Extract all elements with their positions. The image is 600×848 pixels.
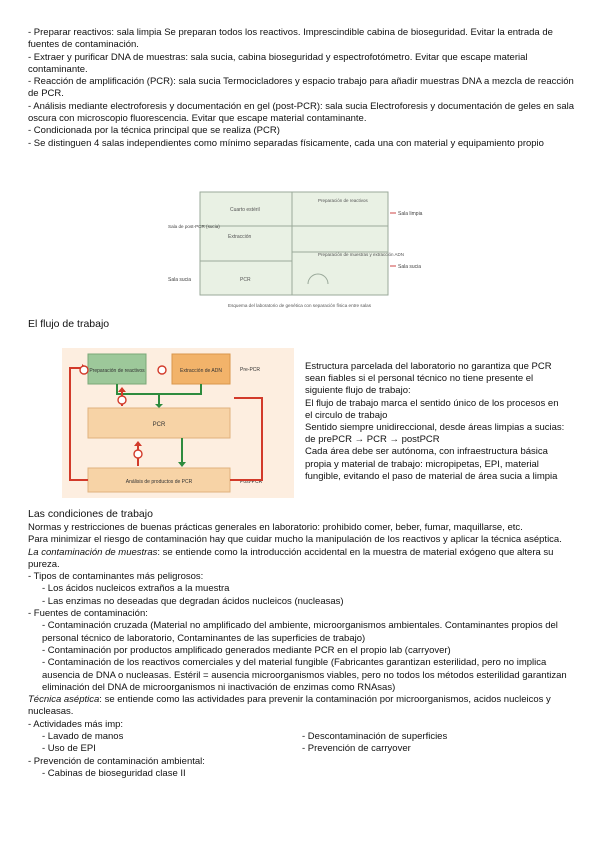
list-title: - Prevención de contaminación ambiental: [28, 755, 205, 767]
flow-paragraph: Sentido siempre unidireccional, desde áreas limpias a sucias: de prePCR → PCR → postPCR [305, 422, 565, 446]
intro-list [28, 27, 576, 150]
post-pcr-label: Post-PCR [240, 479, 263, 485]
flow-paragraph: El flujo de trabajo marca el sentido único de los procesos en el circulo de trabajo [305, 397, 559, 421]
activities-columns [28, 731, 576, 756]
room-label: Preparación de muestras y extracción ADN [318, 252, 405, 257]
section-heading-flujo: El flujo de trabajo [28, 318, 110, 330]
lab-floor-plan [168, 188, 458, 312]
workflow-diagram [62, 348, 294, 498]
definition-aseptica: Técnica aséptica: se entiende como las actividades para prevenir la contaminación por microorganismos, acidos nucleicos y nucleasas. [28, 694, 551, 718]
box-analisis-label: Análisis de productos de PCR [125, 479, 193, 485]
paragraph: Normas y restricciones de buenas prácticas generales en laboratorio: prohibido comer, beber, fumar, maquillarse, etc. [28, 522, 523, 533]
room-label: Extracción [228, 234, 252, 240]
side-label: Sala limpia [398, 211, 423, 217]
list-item: - Prevención de carryover [302, 743, 411, 755]
pre-pcr-label: Pre-PCR [240, 367, 261, 373]
list-item: - Contaminación por productos amplificado generados mediante PCR en el propio lab (carryover) [42, 644, 451, 656]
list-title: - Fuentes de contaminación: [28, 608, 148, 620]
list-item: - Reacción de amplificación (PCR): sala sucia Termocicladores y espacio trabajo para añadir muestras DNA a mezcla de reacción de PCR. [28, 76, 574, 100]
definition-contaminacion: La contaminación de muestras: se entiende como la introducción accidental en la muestra de material exógeno que altera su pureza. [28, 546, 554, 570]
paragraph: Para minimizar el riesgo de contaminación hay que cuidar mucho la manipulación de los reactivos y aplicar la técnica aséptica. [28, 534, 562, 546]
list-item: - Contaminación cruzada (Material no amplificado del ambiente, microorganismos ambientales. Contaminantes propios del personal técnico de laboratorio, Contaminantes de las superficies de trabajo) [42, 620, 558, 644]
list-item: - Contaminación de los reactivos comerciales y del material fungible (Fabricantes garantizan esterilidad, pero no implica ausencia de DNA o nucleasas. Estéril = ausencia microorganismos viables, pero no todos los métodos esterilidad garantizan eliminación del DNA de microorganismos ni inactivación de enzimas como RNAsas) [42, 657, 567, 693]
list-item: - Análisis mediante electroforesis y documentación en gel (post-PCR): sala sucia Electroforesis y documentación de geles en sala oscura con microscopio fluorescencia. Evitar que escape material contaminante. [28, 100, 574, 125]
list-item: - Descontaminación de superficies [302, 731, 448, 743]
flow-paragraph: Estructura parcelada del laboratorio no garantiza que PCR sean fiables si el personal técnico no tiene presente el siguiente flujo de trabajo: [305, 361, 552, 397]
box-pcr-label: PCR [152, 422, 166, 428]
room-label: Cuarto estéril [230, 207, 260, 213]
room-label: PCR [240, 277, 251, 283]
flow-paragraph: Cada área debe ser autónoma, con infraestructura básica propia y material de trabajo: micropipetas, EPI, material fungible, evitando el paso de material de área sucia a limpia [305, 446, 558, 482]
list-item: - Los ácidos nucleicos extraños a la muestra [42, 583, 230, 595]
flow-text [305, 361, 567, 483]
box-adn-label: Extracción de ADN [180, 368, 222, 374]
figure-caption: Esquema del laboratorio de genética con separación física entre salas [228, 303, 372, 308]
list-item: - Condicionada por la técnica principal que se realiza (PCR) [28, 125, 280, 137]
list-item: - Las enzimas no deseadas que degradan ácidos nucleicos (nucleasas) [42, 595, 344, 607]
section-heading-condiciones: Las condiciones de trabajo [28, 508, 153, 520]
list-item: - Uso de EPI [42, 743, 96, 755]
list-item: - Lavado de manos [42, 731, 124, 743]
side-label: Sala sucia [168, 277, 192, 283]
room-label: Preparación de reactivos [318, 198, 368, 203]
list-item: - Se distinguen 4 salas independientes como mínimo separadas físicamente, cada una con material y equipamiento propio [28, 137, 544, 149]
conditions-body [28, 522, 576, 780]
list-item: - Extraer y purificar DNA de muestras: sala sucia, cabina bioseguridad y espectrofotómetro. Evitar que escape material contaminante. [28, 51, 528, 75]
list-title: - Actividades más imp: [28, 718, 124, 730]
side-label: Sala sucia [398, 264, 422, 270]
list-item: - Cabinas de bioseguridad clase II [42, 767, 186, 779]
box-reactivos-label: Preparación de reactivos [89, 368, 145, 374]
list-item: - Preparar reactivos: sala limpia Se preparan todos los reactivos. Imprescindible cabina de bioseguridad. Evitar la entrada de fuentes de contaminación. [28, 27, 553, 51]
side-label: Sala de post-PCR (sucia) [168, 224, 220, 229]
list-title: - Tipos de contaminantes más peligrosos: [28, 571, 204, 583]
